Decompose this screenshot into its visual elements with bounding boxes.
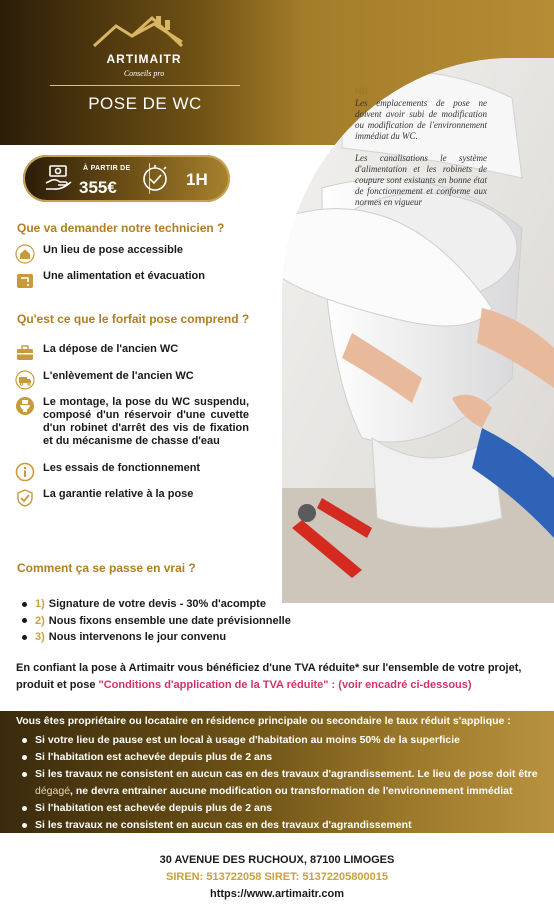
clock-check-icon — [140, 163, 170, 193]
package-item — [15, 462, 200, 482]
technician-item-label: Une alimentation et évacuation — [43, 270, 205, 282]
process-steps — [22, 596, 291, 646]
process-step — [22, 596, 291, 613]
package-item — [15, 343, 178, 363]
tva-conditions-list — [22, 732, 542, 834]
price-amount: 355€ — [79, 178, 117, 197]
toilet-icon — [15, 396, 35, 416]
nb-title: NB — [355, 86, 368, 96]
tva-condition-text-muted: dégagé — [35, 785, 71, 797]
technician-item-label: Un lieu de pose accessible — [43, 244, 184, 256]
process-step — [22, 629, 291, 646]
hand-money-icon — [44, 163, 74, 193]
package-heading: Qu'est ce que le forfait pose comprend ? — [17, 312, 250, 326]
process-heading: Comment ça se passe en vrai ? — [17, 561, 196, 575]
package-item — [15, 396, 249, 448]
package-item-label: La garantie relative à la pose — [43, 488, 194, 500]
brand-name: ARTIMAITR — [106, 52, 182, 66]
page-title: POSE DE WC — [88, 94, 202, 113]
tva-conditions-link[interactable]: "Conditions d'application de la TVA réduite" : (voir encadré ci-dessous) — [98, 679, 472, 691]
tva-condition-text: Si l'habitation est achevée depuis plus de 2 ans — [35, 751, 273, 763]
nb-paragraph-2: Les canalisations le système d'alimentation et les robinets de coupure sont existants en bonne état de fonctionnement et conforme aux normes en vigueur — [355, 153, 487, 207]
tva-conditions-box — [0, 711, 554, 833]
package-item-label: La dépose de l'ancien WC — [43, 343, 179, 355]
price-from-label: À PARTIR DE — [83, 165, 131, 172]
tva-condition-text-a: Si les travaux ne consistent en aucun cas en des travaux d'agrandissement. Le lieu de pose doit être — [35, 768, 538, 780]
step-text: Signature de votre devis - 30% d'acompte — [48, 598, 266, 611]
step-text: Nous intervenons le jour convenu — [48, 631, 227, 644]
tva-intro-paragraph — [16, 660, 541, 694]
package-item-label: L'enlèvement de l'ancien WC — [43, 370, 194, 382]
tva-condition — [22, 800, 542, 817]
tva-conditions-heading: Vous êtes propriétaire ou locataire en résidence principale ou secondaire le taux réduit s'applique : — [16, 715, 511, 727]
tva-condition-text: Si votre lieu de pause est un local à usage d'habitation au moins 50% de la superficie — [35, 734, 460, 746]
step-number: 2) — [35, 614, 45, 627]
footer-address: 30 AVENUE DES RUCHOUX, 87100 LIMOGES — [159, 854, 395, 866]
tva-condition-text: Si les travaux ne consistent en aucun cas en des travaux d'agrandissement — [35, 819, 412, 831]
bullet — [22, 806, 27, 811]
step-text: Nous fixons ensemble une date prévisionnelle — [48, 614, 291, 627]
nb-paragraph-1: Les emplacements de pose ne doivent avoir subi de modification ou modification de l'environnement immédiat du WC. — [355, 98, 487, 141]
package-item-label: Le montage, la pose du WC suspendu, composé d'un réservoir d'une cuvette d'un robinet d'arrêt des vis de fixation et du mécanisme de chasse d'eau — [43, 396, 249, 447]
package-item — [15, 370, 194, 390]
toolbox-icon — [15, 343, 35, 363]
faucet-icon — [15, 270, 35, 290]
header-divider — [50, 85, 240, 86]
tva-condition — [22, 766, 542, 800]
package-item — [15, 488, 193, 508]
bullet — [22, 602, 27, 607]
bullet — [22, 635, 27, 640]
logo-roof-icon — [92, 12, 196, 48]
footer-website-link[interactable]: https://www.artimaitr.com — [209, 888, 345, 900]
tva-condition — [22, 749, 542, 766]
tva-condition-text: Si l'habitation est achevée depuis plus de 2 ans — [35, 802, 273, 814]
info-icon — [15, 462, 35, 482]
house-icon — [15, 244, 35, 264]
step-number: 3) — [35, 631, 45, 644]
tva-condition — [22, 732, 542, 749]
process-step — [22, 613, 291, 630]
step-number: 1) — [35, 598, 45, 611]
tva-condition-text-b: , ne devra entrainer aucune modification ou transformation de l'environnement immédiat — [70, 785, 513, 797]
bullet — [22, 772, 27, 777]
truck-icon — [15, 370, 35, 390]
technician-item — [15, 244, 183, 264]
bullet — [22, 755, 27, 760]
bullet — [22, 618, 27, 623]
check-shield-icon — [15, 488, 35, 508]
nb-note — [355, 86, 487, 219]
footer-siren: SIREN: 513722058 SIRET: 51372205800015 — [166, 871, 388, 883]
technician-heading: Que va demander notre technicien ? — [17, 221, 225, 235]
bullet — [22, 738, 27, 743]
tva-condition — [22, 817, 542, 834]
brand-tagline: Conseils pro — [123, 69, 165, 78]
footer — [0, 852, 554, 903]
bullet — [22, 823, 27, 828]
technician-item — [15, 270, 205, 290]
duration-value: 1H — [186, 170, 208, 189]
tva-intro-text: En confiant la pose à Artimaitr vous bénéficiez d'une TVA réduite* sur l'ensemble de votre projet, produit et pose — [16, 662, 522, 691]
tva-condition-text — [35, 766, 542, 800]
package-item-label: Les essais de fonctionnement — [43, 462, 201, 474]
